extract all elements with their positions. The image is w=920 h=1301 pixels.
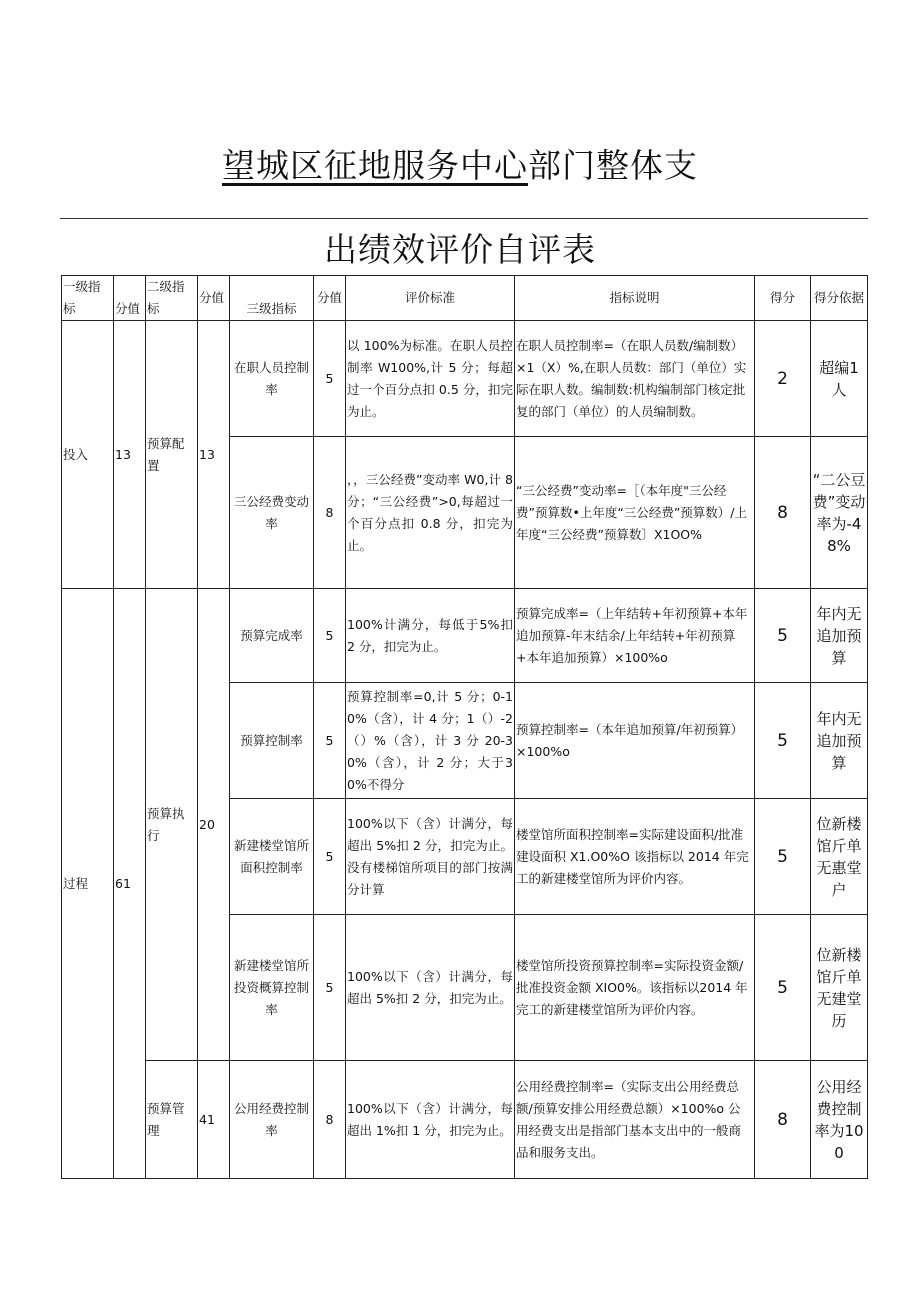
criteria-cell: 100%计满分，每低于5%扣 2 分，扣完为止。	[346, 589, 515, 683]
title-divider	[60, 218, 868, 219]
level3-cell: 公用经费控制率	[230, 1061, 314, 1179]
basis-cell: 公用经费控制率为100	[811, 1061, 868, 1179]
description-cell: 预算控制率=（本年追加预算/年初预算）×100%o	[515, 683, 755, 799]
score3-cell: 8	[314, 1061, 346, 1179]
criteria-cell: 以 100%为标准。在职人员控制率 W100%,计 5 分；每超过一个百分点扣 0.5 分，扣完为止。	[346, 321, 515, 437]
score3-cell: 5	[314, 799, 346, 915]
criteria-cell: 100%以下（含）计满分，每超出 5%扣 2 分，扣完为止。没有楼梯馆所项目的部门按满分计算	[346, 799, 515, 915]
table-row	[62, 1061, 868, 1179]
basis-cell: 超编1人	[811, 321, 868, 437]
level3-cell: 新建楼堂馆所投资概算控制率	[230, 915, 314, 1061]
got-cell: 8	[755, 437, 811, 589]
score3-cell: 5	[314, 589, 346, 683]
description-cell: 楼堂馆所面积控制率=实际建设面积/批准建设面积 X1.O0%O 该指标以 2014 年完工的新建楼堂馆所为评价内容。	[515, 799, 755, 915]
got-cell: 5	[755, 799, 811, 915]
score1-cell: 61	[114, 589, 146, 1179]
header-score1: 分值	[114, 276, 146, 321]
header-level2: 二级指标	[146, 276, 198, 321]
evaluation-table	[61, 275, 868, 1179]
header-basis: 得分依据	[811, 276, 868, 321]
level3-cell: 在职人员控制率	[230, 321, 314, 437]
score3-cell: 5	[314, 915, 346, 1061]
header-description: 指标说明	[515, 276, 755, 321]
table-row	[62, 321, 868, 437]
header-level1: 一级指标	[62, 276, 114, 321]
score1-cell: 13	[114, 321, 146, 589]
description-cell: 楼堂馆所投资预算控制率=实际投资金额/批准投资金额 XIO0%。该指标以2014 年完工的新建楼堂馆所为评价内容。	[515, 915, 755, 1061]
description-cell: “三公经费”变动率=［（本年度"三公经费”预算数•上年度“三公经费”预算数）/上年度“三公经费”预算数〕X1OO%	[515, 437, 755, 589]
title-rest-part: 部门整体支	[528, 146, 698, 185]
level1-cell: 过程	[62, 589, 114, 1179]
basis-cell: 位新楼馆斤单无惠堂户	[811, 799, 868, 915]
basis-cell: 位新楼馆斤单无建堂历	[811, 915, 868, 1061]
level3-cell: 预算完成率	[230, 589, 314, 683]
basis-cell: 年内无追加预算	[811, 683, 868, 799]
got-cell: 2	[755, 321, 811, 437]
level2-cell: 预算管理	[146, 1061, 198, 1179]
level3-cell: 预算控制率	[230, 683, 314, 799]
description-cell: 公用经费控制率=（实际支出公用经费总额/预算安排公用经费总额）×100%o 公用经费支出是指部门基本支出中的一般商品和服务支出。	[515, 1061, 755, 1179]
basis-cell: 年内无追加预算	[811, 589, 868, 683]
criteria-cell: 预算控制率=0,计 5 分；0-10%（含），计 4 分；1（）-2（）%（含），计 3 分 20-30%（含），计 2 分；大于30%不得分	[346, 683, 515, 799]
basis-cell: “二公豆费”变动率为-48%	[811, 437, 868, 589]
criteria-cell: 100%以下（含）计满分，每超出 5%扣 2 分，扣完为止。	[346, 915, 515, 1061]
table-row	[62, 589, 868, 683]
table-header-row	[62, 276, 868, 321]
got-cell: 8	[755, 1061, 811, 1179]
got-cell: 5	[755, 683, 811, 799]
title-underlined-part: 望城区征地服务中心	[222, 146, 528, 185]
page-title-line1	[0, 140, 920, 187]
level1-cell: 投入	[62, 321, 114, 589]
page-title-line2: 出绩效评价自评表	[324, 230, 596, 269]
score2-cell: 20	[198, 589, 230, 1061]
header-level3: 三级指标	[230, 276, 314, 321]
header-score3: 分值	[314, 276, 346, 321]
description-cell: 预算完成率=（上年结转+年初预算+本年追加预算-年末结余/上年结转+年初预算+本年追加预算）×100%o	[515, 589, 755, 683]
got-cell: 5	[755, 915, 811, 1061]
score3-cell: 8	[314, 437, 346, 589]
level3-cell: 三公经费变动率	[230, 437, 314, 589]
level3-cell: 新建楼堂馆所面积控制率	[230, 799, 314, 915]
header-score2: 分值	[198, 276, 230, 321]
score2-cell: 41	[198, 1061, 230, 1179]
header-criteria: 评价标准	[346, 276, 515, 321]
criteria-cell: ，，三公经费”变动率 W0,计 8 分；“三公经费”>0,每超过一个百分点扣 0.8 分，扣完为止。	[346, 437, 515, 589]
level2-cell: 预算执行	[146, 589, 198, 1061]
level2-cell: 预算配置	[146, 321, 198, 589]
got-cell: 5	[755, 589, 811, 683]
criteria-cell: 100%以下（含）计满分，每超出 1%扣 1 分，扣完为止。	[346, 1061, 515, 1179]
header-got: 得分	[755, 276, 811, 321]
score2-cell: 13	[198, 321, 230, 589]
score3-cell: 5	[314, 321, 346, 437]
description-cell: 在职人员控制率=（在职人员数/编制数）×1（X）%,在职人员数：部门（单位）实际在职人数。编制数:机构编制部门核定批复的部门（单位）的人员编制数。	[515, 321, 755, 437]
score3-cell: 5	[314, 683, 346, 799]
